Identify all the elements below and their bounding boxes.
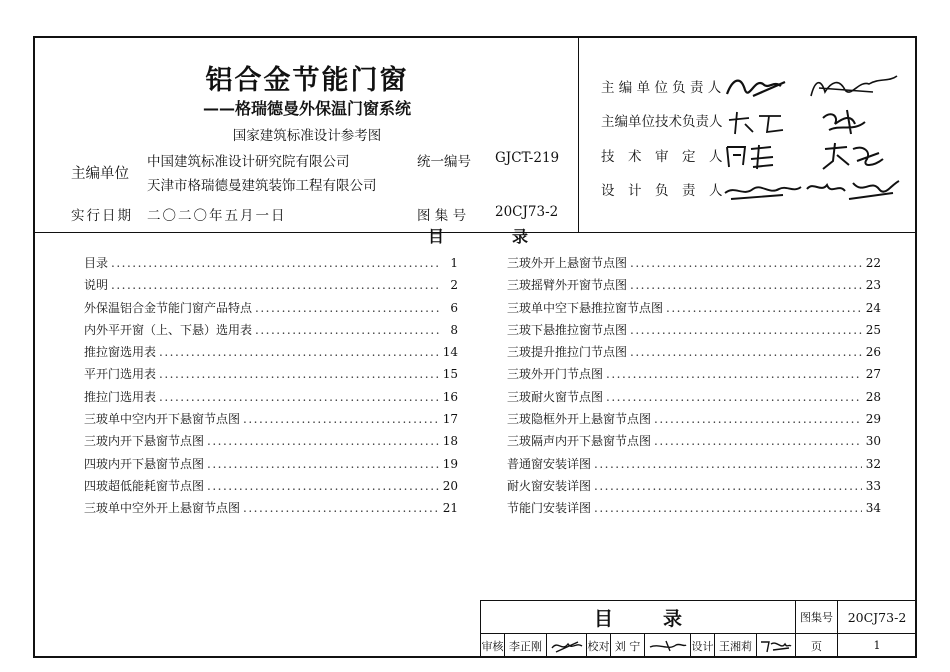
- title-block-design-label: 设计: [691, 634, 715, 657]
- toc-item-page: 2: [450, 278, 458, 293]
- toc-item-page: 26: [865, 345, 881, 360]
- toc-item-page: 19: [442, 456, 458, 471]
- toc-item-page: 14: [442, 345, 458, 360]
- title-block-review-name: 李正刚: [505, 634, 547, 657]
- toc-item-page: 30: [865, 434, 881, 449]
- title-block-title: [481, 601, 796, 634]
- toc-item[interactable]: [507, 276, 881, 298]
- toc-item-label: 外保温铝合金节能门窗产品特点: [84, 300, 253, 315]
- toc-item-page: 25: [865, 322, 881, 337]
- toc-leader-dots: [630, 345, 862, 359]
- toc-item-page: 33: [865, 478, 881, 493]
- toc-item-label: 三玻外开上悬窗节点图: [507, 256, 628, 270]
- toc-leader-dots: [630, 323, 862, 337]
- handwritten-signature: [723, 175, 903, 205]
- toc-item-label: 耐火窗安装详图: [507, 478, 592, 493]
- toc-item-page: 20: [442, 478, 458, 493]
- title-block-review-label: 审核: [481, 634, 505, 657]
- document-title: 铝合金节能门窗: [205, 65, 409, 96]
- toc-item[interactable]: [507, 365, 881, 387]
- handwritten-signature: [648, 639, 688, 653]
- toc-item-label: 三玻隔声内开下悬窗节点图: [507, 434, 652, 449]
- toc-leader-dots: [255, 301, 439, 315]
- signature-label: 设 计 负 责 人: [601, 183, 723, 199]
- toc-item[interactable]: [507, 455, 881, 477]
- toc-leader-dots: [207, 434, 439, 448]
- toc-item-label: 三玻提升推拉门节点图: [507, 345, 628, 360]
- toc-item-label: 推拉窗选用表: [84, 345, 157, 360]
- toc-item-label: 三玻下悬推拉窗节点图: [507, 322, 628, 337]
- signature-label: 技 术 审 定 人: [601, 149, 723, 165]
- toc-leader-dots: [630, 278, 862, 292]
- toc-item[interactable]: [84, 455, 458, 477]
- toc-item-label: 普通窗安装详图: [507, 456, 592, 471]
- document-subtitle: ——格瑞德曼外保温门窗系统: [202, 99, 411, 118]
- toc-leader-dots: [654, 434, 862, 448]
- toc-leader-dots: [594, 457, 862, 471]
- effective-date-label: 实行日期: [71, 208, 133, 224]
- document-reference: 国家建筑标准设计参考图: [232, 128, 382, 144]
- signature-label: 主编单位技术负责人: [601, 114, 723, 130]
- handwritten-signature: [723, 106, 903, 136]
- toc-item-page: 34: [865, 501, 881, 516]
- unified-code: GJCT-219: [495, 150, 560, 166]
- title-block-atlas-label: 图集号: [796, 601, 838, 634]
- toc-leader-dots: [654, 412, 862, 426]
- toc-item-page: 8: [450, 322, 458, 337]
- toc-leader-dots: [159, 367, 439, 381]
- toc-leader-dots: [207, 457, 439, 471]
- atlas-number: 20CJ73-2: [495, 204, 559, 220]
- toc-leader-dots: [666, 301, 862, 315]
- signature-row-design-lead: [601, 175, 901, 203]
- signature-row-technical-lead: [601, 106, 901, 134]
- toc-item-page: 1: [450, 256, 458, 270]
- toc-leader-dots: [111, 256, 439, 270]
- toc-item[interactable]: [84, 499, 458, 521]
- toc-item-label: 三玻耐火窗节点图: [507, 389, 604, 404]
- toc-item[interactable]: [84, 299, 458, 321]
- toc-heading-right: 录: [512, 227, 529, 246]
- editor-org-2: 天津市格瑞德曼建筑装饰工程有限公司: [147, 178, 377, 194]
- toc-item[interactable]: [84, 343, 458, 365]
- toc-item-label: 三玻单中空外开上悬窗节点图: [84, 501, 241, 516]
- toc-leader-dots: [111, 278, 439, 292]
- toc-item-label: 三玻外开门节点图: [507, 367, 604, 382]
- toc-item-page: 16: [442, 389, 458, 404]
- toc-item-page: 18: [442, 434, 458, 449]
- toc-item-label: 节能门安装详图: [507, 501, 592, 516]
- toc-item[interactable]: [84, 388, 458, 410]
- title-block-title-left: 目: [593, 607, 613, 630]
- title-block: [480, 600, 917, 658]
- toc-item-label: 说明: [84, 278, 109, 293]
- title-block-design-name: 王湘莉: [715, 634, 757, 657]
- handwritten-signature: [550, 638, 584, 654]
- toc-item[interactable]: [507, 299, 881, 321]
- toc-leader-dots: [243, 412, 439, 426]
- toc-item-page: 22: [865, 256, 881, 270]
- toc-leader-dots: [606, 390, 862, 404]
- title-block-review-signature: [547, 634, 587, 657]
- handwritten-signature: [723, 72, 903, 102]
- toc-item-page: 28: [865, 389, 881, 404]
- toc-item-label: 四玻超低能耗窗节点图: [84, 478, 205, 493]
- editor-label: 主编单位: [71, 166, 129, 182]
- title-block-proof-label: 校对: [587, 634, 611, 657]
- toc-item-page: 21: [442, 501, 458, 516]
- toc-item-label: 内外平开窗（上、下悬）选用表: [84, 322, 253, 337]
- toc-item-page: 27: [865, 367, 881, 382]
- toc-item-page: 17: [442, 412, 458, 427]
- toc-item-label: 目录: [84, 256, 109, 270]
- toc-item[interactable]: [84, 365, 458, 387]
- toc-item[interactable]: [84, 432, 458, 454]
- toc-item[interactable]: [507, 388, 881, 410]
- toc-item[interactable]: [507, 321, 881, 343]
- toc-left-column: [84, 254, 458, 522]
- toc-leader-dots: [159, 345, 439, 359]
- toc-item-label: 三玻隐框外开上悬窗节点图: [507, 412, 652, 427]
- atlas-number-label: 图 集 号: [417, 208, 467, 224]
- toc-item-label: 三玻内开下悬窗节点图: [84, 434, 205, 449]
- handwritten-signature: [759, 638, 793, 654]
- handwritten-signature: [723, 141, 903, 171]
- cover-header: [35, 38, 915, 233]
- toc-item-label: 推拉门选用表: [84, 389, 157, 404]
- toc-leader-dots: [594, 479, 862, 493]
- toc-item[interactable]: [84, 254, 458, 276]
- toc-leader-dots: [594, 501, 862, 515]
- title-block-page-number: 1: [873, 639, 881, 652]
- toc-item-label: 三玻摇臂外开窗节点图: [507, 278, 628, 293]
- toc-item-label: 四玻内开下悬窗节点图: [84, 456, 205, 471]
- toc-heading-left: 目: [428, 227, 445, 246]
- toc-leader-dots: [255, 323, 439, 337]
- toc-leader-dots: [606, 367, 862, 381]
- toc-item[interactable]: [507, 254, 881, 276]
- unified-code-label: 统一编号: [417, 154, 471, 170]
- toc-item[interactable]: [507, 343, 881, 365]
- toc-item[interactable]: [507, 477, 881, 499]
- toc-item-page: 32: [865, 456, 881, 471]
- effective-date: 二〇二〇年五月一日: [147, 208, 287, 224]
- toc-item-page: 6: [450, 300, 458, 315]
- title-block-page-label: 页: [796, 634, 838, 657]
- title-block-title-right: 录: [663, 607, 683, 630]
- header-info-panel: [35, 38, 579, 233]
- title-block-atlas-number: 20CJ73-2: [838, 601, 916, 634]
- toc-leader-dots: [630, 256, 862, 270]
- signature-label: 主 编 单 位 负 责 人: [601, 80, 722, 96]
- toc-leader-dots: [207, 479, 439, 493]
- title-block-design-signature: [757, 634, 796, 657]
- toc-item[interactable]: [84, 410, 458, 432]
- toc-item-page: 23: [865, 278, 881, 293]
- toc-item[interactable]: [84, 321, 458, 343]
- toc-item-label: 三玻单中空内开下悬窗节点图: [84, 412, 241, 427]
- signature-row-technical-reviewer: [601, 141, 901, 169]
- toc-item-page: 15: [442, 367, 458, 382]
- toc-item-label: 三玻单中空下悬推拉窗节点图: [507, 300, 664, 315]
- toc-item-page: 29: [865, 412, 881, 427]
- toc-item[interactable]: [507, 410, 881, 432]
- title-block-proof-signature: [645, 634, 691, 657]
- toc-item[interactable]: [84, 477, 458, 499]
- editor-org-1: 中国建筑标准设计研究院有限公司: [147, 154, 350, 170]
- signature-panel: [579, 38, 915, 233]
- toc-right-column: [507, 254, 881, 522]
- signature-row-chief-editor: [601, 72, 901, 100]
- toc-item[interactable]: [507, 499, 881, 521]
- toc-item-page: 24: [865, 300, 881, 315]
- toc-item[interactable]: [507, 432, 881, 454]
- toc-leader-dots: [243, 501, 439, 515]
- toc-leader-dots: [159, 390, 439, 404]
- title-block-proof-name: 刘 宁: [611, 634, 645, 657]
- toc-item-label: 平开门选用表: [84, 367, 157, 382]
- toc-item[interactable]: [84, 276, 458, 298]
